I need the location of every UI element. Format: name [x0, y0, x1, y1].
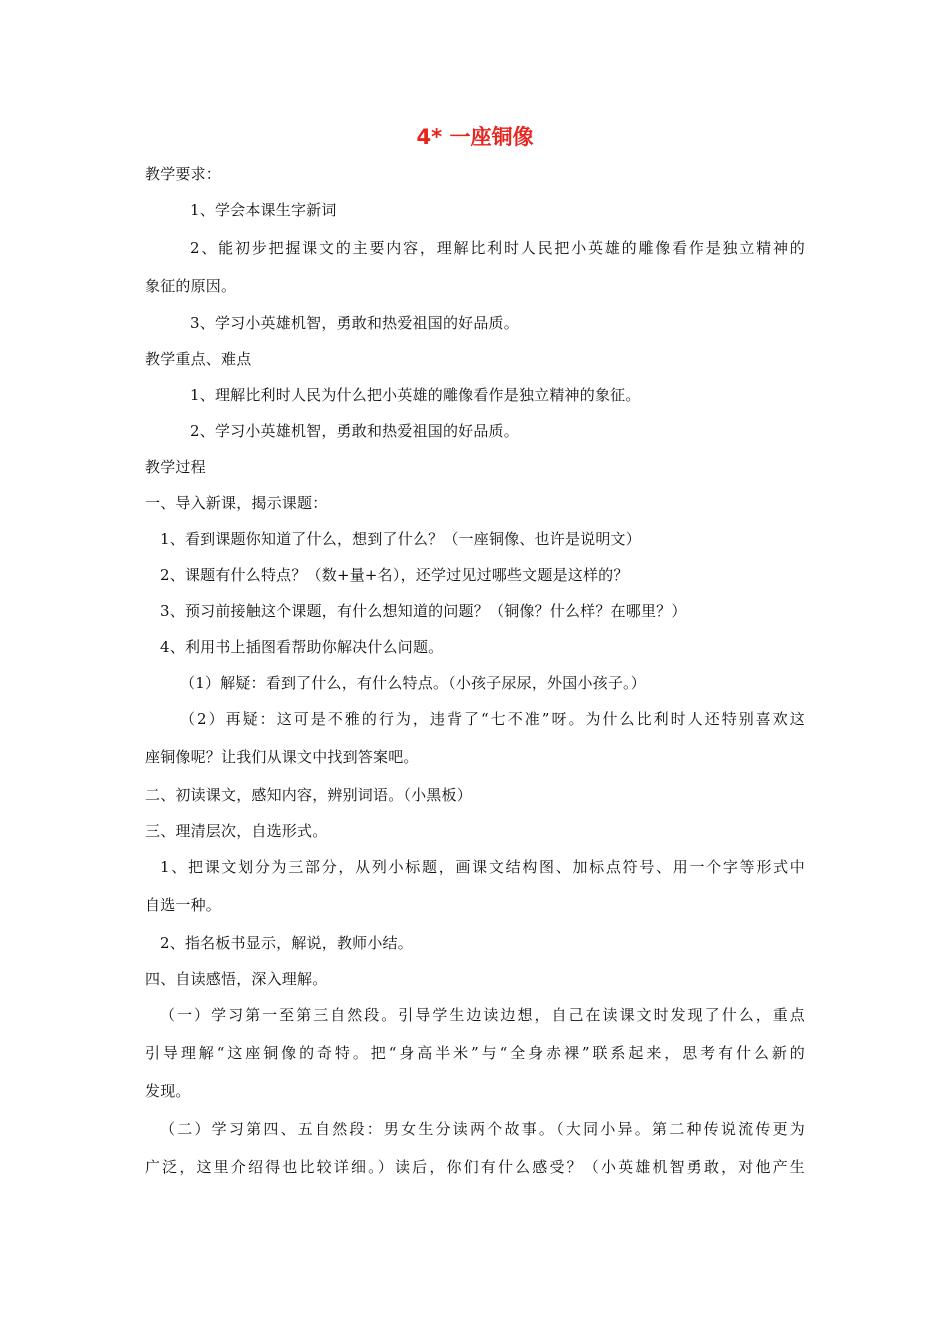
- step-1-item-4-sub-1: （1）解疑：看到了什么，有什么特点。（小孩子尿尿，外国小孩子。）: [180, 674, 646, 692]
- keypoint-item-1: 1、理解比利时人民为什么把小英雄的雕像看作是独立精神的象征。: [190, 386, 641, 404]
- section-heading-keypoints: 教学重点、难点: [145, 350, 252, 368]
- page-title: 4* 一座铜像: [416, 125, 534, 149]
- step-1-item-4-sub-2-cont: 座铜像呢？让我们从课文中找到答案吧。: [145, 748, 419, 766]
- requirement-item-1: 1、学会本课生字新词: [190, 201, 337, 219]
- step-3-item-1: 1、把课文划分为三部分，从列小标题，画课文结构图、加标点符号、用一个字等形式中: [160, 858, 805, 876]
- step-heading-3: 三、理清层次，自选形式。: [145, 822, 328, 840]
- step-3-item-1-cont: 自选一种。: [145, 896, 222, 914]
- step-4-part-1-cont-1: 引导理解“这座铜像的奇特。把“身高半米”与“全身赤裸”联系起来，思考有什么新的: [145, 1044, 805, 1062]
- step-heading-2: 二、初读课文，感知内容，辨别词语。（小黑板）: [145, 786, 472, 804]
- step-4-part-1-cont-2: 发现。: [145, 1082, 191, 1100]
- step-heading-4: 四、自读感悟，深入理解。: [145, 970, 328, 988]
- step-1-item-4-sub-2: （2）再疑：这可是不雅的行为，违背了“七不准”呀。为什么比利时人还特别喜欢这: [180, 710, 805, 728]
- step-1-item-3: 3、预习前接触这个课题，有什么想知道的问题？（铜像？什么样？在哪里？）: [160, 602, 687, 620]
- requirement-item-2-cont: 象征的原因。: [145, 277, 237, 295]
- section-heading-process: 教学过程: [145, 458, 206, 476]
- step-heading-1: 一、导入新课，揭示课题：: [145, 494, 328, 512]
- step-4-part-2-cont: 广泛，这里介绍得也比较详细。）读后，你们有什么感受？（小英雄机智勇敢，对他产生: [145, 1158, 805, 1176]
- step-3-item-2: 2、指名板书显示，解说，教师小结。: [160, 934, 413, 952]
- keypoint-item-2: 2、学习小英雄机智，勇敢和热爱祖国的好品质。: [190, 422, 519, 440]
- step-4-part-2: （二）学习第四、五自然段：男女生分读两个故事。（大同小异。第二种传说流传更为: [160, 1120, 805, 1138]
- requirement-item-2: 2、能初步把握课文的主要内容，理解比利时人民把小英雄的雕像看作是独立精神的: [190, 239, 805, 257]
- step-1-item-4: 4、利用书上插图看帮助你解决什么问题。: [160, 638, 444, 656]
- section-heading-requirements: 教学要求：: [145, 165, 222, 183]
- step-1-item-2: 2、课题有什么特点？（数+量+名），还学过见过哪些文题是这样的？: [160, 566, 629, 584]
- step-4-part-1: （一）学习第一至第三自然段。引导学生边读边想，自己在读课文时发现了什么，重点: [160, 1006, 805, 1024]
- step-1-item-1: 1、看到课题你知道了什么，想到了什么？（一座铜像、也许是说明文）: [160, 530, 641, 548]
- requirement-item-3: 3、学习小英雄机智，勇敢和热爱祖国的好品质。: [190, 314, 519, 332]
